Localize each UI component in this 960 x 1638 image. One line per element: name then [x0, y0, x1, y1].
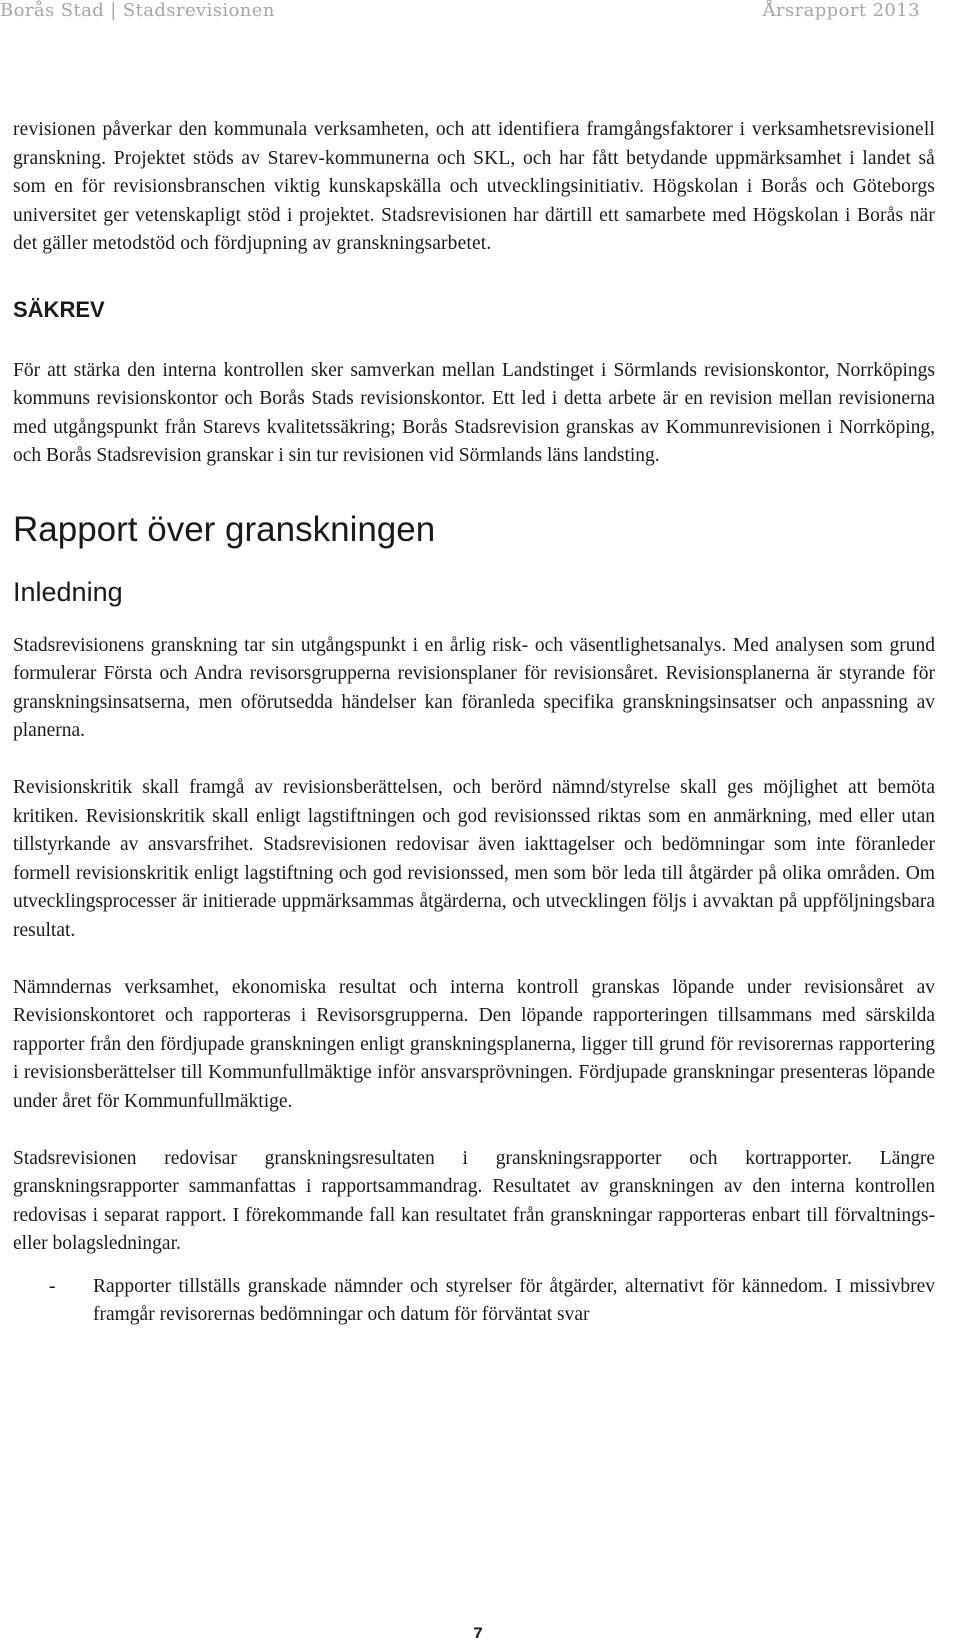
paragraph-intro: revisionen påverkar den kommunala verksamheten, och att identifiera framgångsfaktorer i verksamhetsrevisionell granskning. Projektet stöds av Starev-kommunerna och SKL, och har fått betydande uppmärksamhet i landet så som en för revisionsbranschen viktig kunskapskälla och utvecklingsinitiativ. Högskolan i Borås och Göteborgs universitet ger vetenskapligt stöd i projektet. Stadsrevisionen har därtill ett samarbete med Högskolan i Borås när det gäller metodstöd och fördjupning av granskningsarbetet.: [13, 119, 935, 254]
heading-report: Rapport över granskningen: [13, 509, 436, 549]
document-body: [13, 116, 935, 1330]
paragraph-sakrev: För att stärka den interna kontrollen sker samverkan mellan Landstinget i Sörmlands revisionskontor, Norrköpings kommuns revisionskontor och Borås Stads revisionskontor. Ett led i detta arbete är en revision mellan revisionerna med utgångspunkt från Starevs kvalitetssäkring; Borås Stadsrevision granskas av Kommunrevisionen i Norrköping, och Borås Stadsrevision granskar i sin tur revisionen vid Sörmlands läns landsting.: [13, 359, 935, 466]
paragraph-inledning-2: Revisionskritik skall framgå av revisionsberättelsen, och berörd nämnd/styrelse skall ges möjlighet att bemöta kritiken. Revisionskritik skall enligt lagstiftningen och god revisionssed riktas som en anmärkning, med eller utan tillstyrkande av ansvarsfrihet. Stadsrevisionen redovisar även iakttagelser och bedömningar som inte föranleder formell revisionskritik enligt lagstiftning och god revisionssed, men som bör leda till åtgärder på olika områden. Om utvecklingsprocesser är initierade uppmärksammas åtgärderna, och utvecklingen följs i avvaktan på uppföljningsbara resultat.: [13, 777, 935, 941]
page-header: [0, 0, 960, 26]
bullet-dash: -: [49, 1275, 56, 1297]
page-number-label: 7: [473, 1624, 483, 1638]
paragraph-inledning-3: Nämndernas verksamhet, ekonomiska resultat och interna kontroll granskas löpande under revisionsåret av Revisionskontoret och rapporteras i Revisorsgrupperna. Den löpande rapporteringen tillsammans med särskilda rapporter från den fördjupade granskningen enligt granskningsplanerna, ligger till grund för revisorernas rapportering i revisionsberättelser till Kommunfullmäktige inför ansvarsprövningen. Fördjupade granskningar presenteras löpande under året för Kommunfullmäktige.: [13, 976, 935, 1112]
heading-inledning: Inledning: [13, 576, 123, 607]
header-organization: Borås Stad | Stadsrevisionen: [0, 0, 275, 21]
heading-sakrev: SÄKREV: [13, 296, 105, 322]
paragraph-gap: [13, 1116, 935, 1145]
list-item: [13, 1273, 935, 1330]
paragraph-gap: [13, 945, 935, 974]
bullet-text: Rapporter tillställs granskade nämnder och styrelser för åtgärder, alternativt för kännedom. I missivbrev framgår revisorernas bedömningar och datum för förväntat svar: [93, 1275, 935, 1325]
paragraph-gap: [13, 746, 935, 775]
page-number: [0, 1624, 960, 1638]
paragraph-inledning-4: Stadsrevisionen redovisar granskningsresultaten i granskningsrapporter och kortrapporter. Längre granskningsrapporter sammanfattas i rapportsammandrag. Resultatet av granskningen av den interna kontrollen redovisas i separat rapport. I förekommande fall kan resultatet från granskningar rapporteras enbart till förvaltnings- eller bolagsledningar.: [13, 1147, 935, 1254]
paragraph-inledning-1: Stadsrevisionens granskning tar sin utgångspunkt i en årlig risk- och väsentlighetsanalys. Med analysen som grund formulerar Första och Andra revisorsgrupperna revisionsplaner för revisionsåret. Revisionsplanerna är styrande för granskningsinsatserna, men oförutsedda händelser kan föranleda specifika granskningsinsatser och anpassning av planerna.: [13, 634, 935, 741]
header-report-title: Årsrapport 2013: [762, 0, 920, 21]
